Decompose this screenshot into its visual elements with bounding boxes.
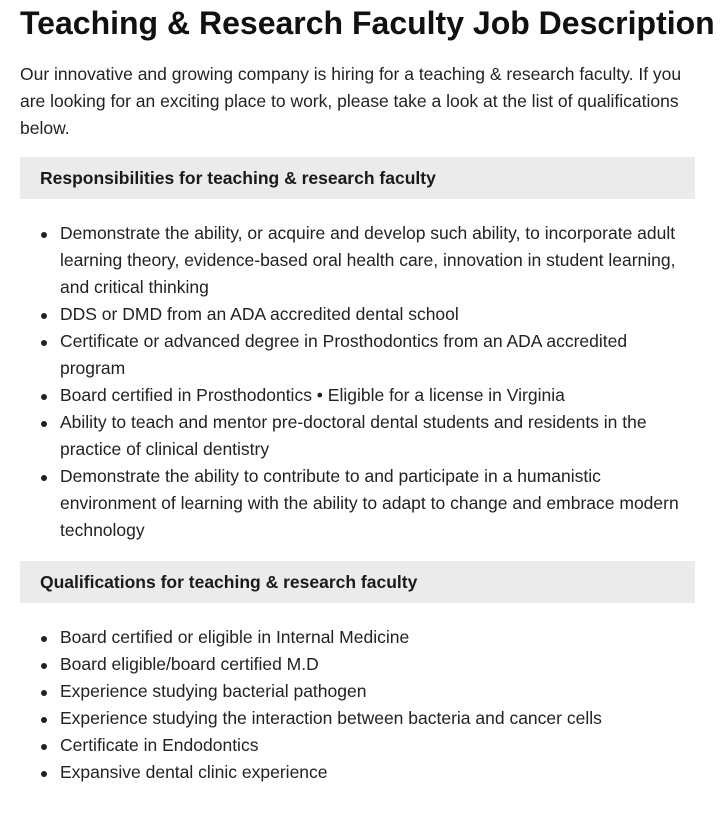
list-item: Experience studying bacterial pathogen — [20, 678, 695, 705]
list-item: Expansive dental clinic experience — [20, 759, 695, 786]
responsibilities-heading: Responsibilities for teaching & research faculty — [20, 157, 695, 199]
list-item: Board certified or eligible in Internal Medicine — [20, 624, 695, 651]
intro-paragraph: Our innovative and growing company is hiring for a teaching & research faculty. If you are looking for an exciting place to work, please take a look at the list of qualifications below. — [20, 64, 682, 138]
responsibilities-list — [20, 220, 695, 544]
job-description — [20, 0, 715, 786]
list-item: Board certified in Prosthodontics • Eligible for a license in Virginia — [20, 382, 695, 409]
list-item: Ability to teach and mentor pre-doctoral dental students and residents in the practice of clinical dentistry — [20, 409, 695, 463]
list-item: Experience studying the interaction between bacteria and cancer cells — [20, 705, 695, 732]
list-item: Board eligible/board certified M.D — [20, 651, 695, 678]
list-item: DDS or DMD from an ADA accredited dental school — [20, 301, 695, 328]
qualifications-heading: Qualifications for teaching & research faculty — [20, 561, 695, 603]
list-item: Demonstrate the ability to contribute to and participate in a humanistic environment of learning with the ability to adapt to change and embrace modern technology — [20, 463, 695, 544]
page-title: Teaching & Research Faculty Job Description — [20, 5, 715, 41]
list-item: Certificate in Endodontics — [20, 732, 695, 759]
list-item: Certificate or advanced degree in Prosthodontics from an ADA accredited program — [20, 328, 695, 382]
list-item: Demonstrate the ability, or acquire and develop such ability, to incorporate adult learning theory, evidence-based oral health care, innovation in student learning, and critical thinking — [20, 220, 695, 301]
qualifications-list — [20, 624, 695, 786]
